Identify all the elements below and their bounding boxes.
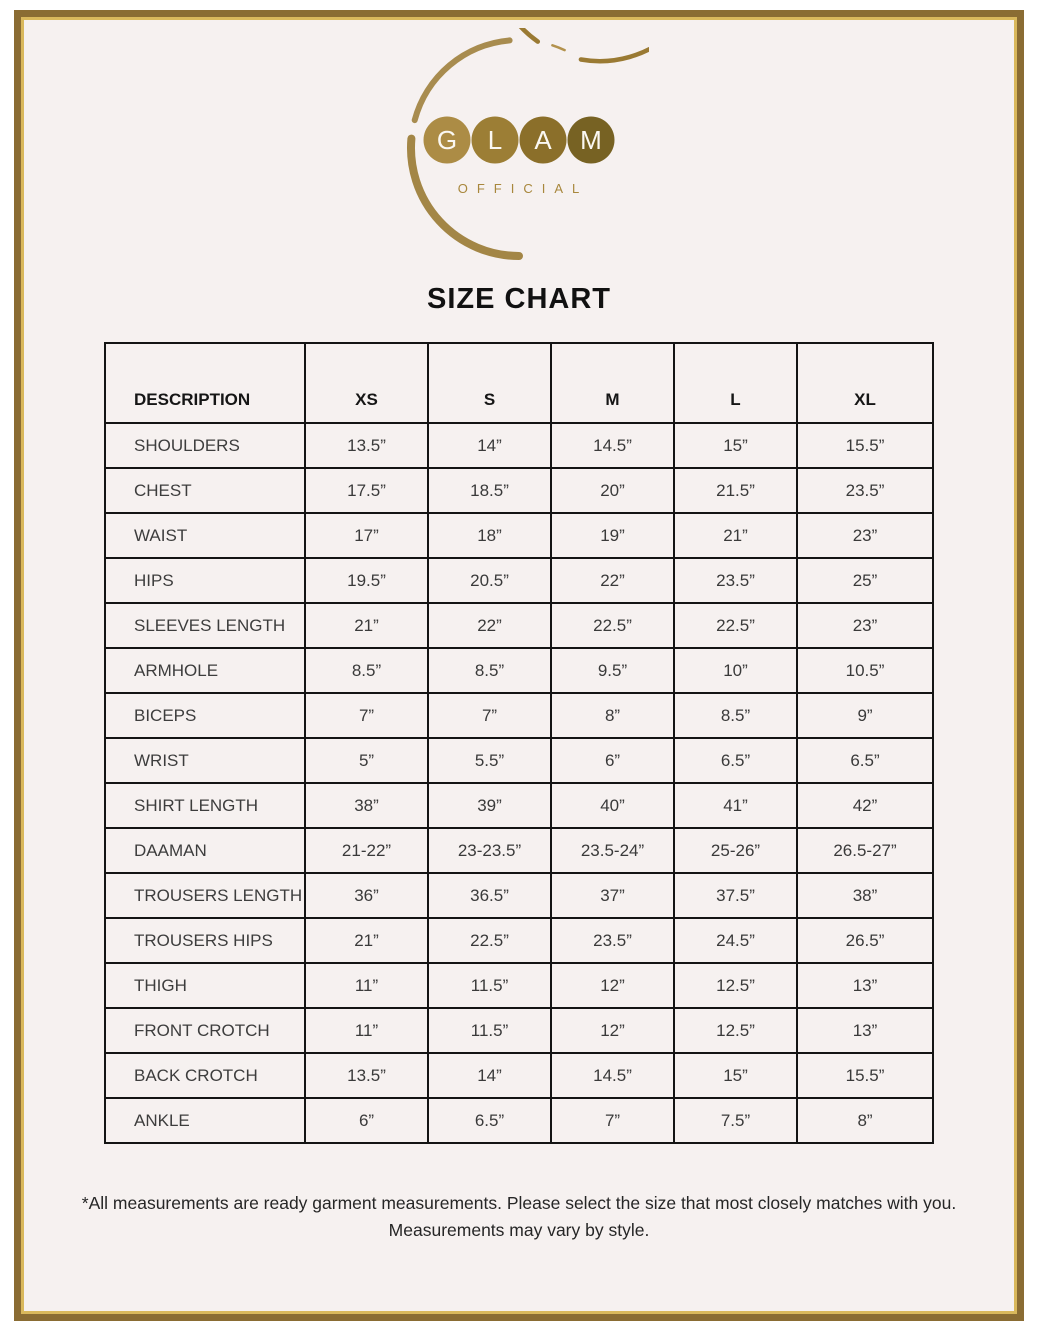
gold-frame bbox=[14, 10, 1024, 1321]
table-cell: 7” bbox=[428, 693, 551, 738]
column-header-xs: XS bbox=[305, 343, 428, 423]
table-cell: 8.5” bbox=[428, 648, 551, 693]
table-row bbox=[105, 738, 933, 783]
table-row bbox=[105, 918, 933, 963]
table-cell: 23.5” bbox=[797, 468, 933, 513]
row-label: THIGH bbox=[105, 963, 305, 1008]
table-cell: 21” bbox=[305, 918, 428, 963]
table-cell: 13.5” bbox=[305, 423, 428, 468]
row-label: DAAMAN bbox=[105, 828, 305, 873]
table-cell: 22” bbox=[551, 558, 674, 603]
table-row bbox=[105, 513, 933, 558]
table-cell: 8” bbox=[797, 1098, 933, 1143]
table-cell: 18” bbox=[428, 513, 551, 558]
table-cell: 7” bbox=[551, 1098, 674, 1143]
table-cell: 13.5” bbox=[305, 1053, 428, 1098]
table-row bbox=[105, 468, 933, 513]
size-chart-header bbox=[105, 343, 933, 423]
table-cell: 5.5” bbox=[428, 738, 551, 783]
table-cell: 14.5” bbox=[551, 1053, 674, 1098]
table-row bbox=[105, 693, 933, 738]
column-header-m: M bbox=[551, 343, 674, 423]
row-label: ANKLE bbox=[105, 1098, 305, 1143]
table-row bbox=[105, 873, 933, 918]
row-label: SHOULDERS bbox=[105, 423, 305, 468]
table-cell: 6.5” bbox=[428, 1098, 551, 1143]
table-cell: 11” bbox=[305, 963, 428, 1008]
table-cell: 21” bbox=[674, 513, 797, 558]
table-row bbox=[105, 963, 933, 1008]
table-cell: 5” bbox=[305, 738, 428, 783]
table-row bbox=[105, 783, 933, 828]
table-cell: 21” bbox=[305, 603, 428, 648]
table-row bbox=[105, 828, 933, 873]
table-row bbox=[105, 1053, 933, 1098]
size-chart-table bbox=[104, 342, 934, 1144]
table-cell: 12.5” bbox=[674, 963, 797, 1008]
table-row bbox=[105, 603, 933, 648]
brand-letter: L bbox=[487, 125, 503, 155]
table-cell: 24.5” bbox=[674, 918, 797, 963]
table-row bbox=[105, 1008, 933, 1053]
table-cell: 19” bbox=[551, 513, 674, 558]
logo-ring-speck-icon bbox=[552, 45, 564, 50]
table-cell: 41” bbox=[674, 783, 797, 828]
table-cell: 23.5” bbox=[551, 918, 674, 963]
table-cell: 36.5” bbox=[428, 873, 551, 918]
table-cell: 8.5” bbox=[674, 693, 797, 738]
table-cell: 20” bbox=[551, 468, 674, 513]
table-row bbox=[105, 423, 933, 468]
table-cell: 38” bbox=[305, 783, 428, 828]
table-cell: 11.5” bbox=[428, 1008, 551, 1053]
table-cell: 14” bbox=[428, 1053, 551, 1098]
footnote-line-2: Measurements may vary by style. bbox=[388, 1220, 650, 1241]
brand-letter: A bbox=[534, 125, 552, 155]
table-cell: 7” bbox=[305, 693, 428, 738]
brand-logo bbox=[389, 28, 649, 285]
row-label: BACK CROTCH bbox=[105, 1053, 305, 1098]
table-row bbox=[105, 558, 933, 603]
row-label: TROUSERS HIPS bbox=[105, 918, 305, 963]
row-label: WRIST bbox=[105, 738, 305, 783]
table-cell: 23-23.5” bbox=[428, 828, 551, 873]
row-label: CHEST bbox=[105, 468, 305, 513]
table-cell: 18.5” bbox=[428, 468, 551, 513]
table-cell: 7.5” bbox=[674, 1098, 797, 1143]
column-header-xl: XL bbox=[797, 343, 933, 423]
column-header-s: S bbox=[428, 343, 551, 423]
table-cell: 12” bbox=[551, 1008, 674, 1053]
table-cell: 12.5” bbox=[674, 1008, 797, 1053]
table-cell: 17.5” bbox=[305, 468, 428, 513]
row-label: TROUSERS LENGTH bbox=[105, 873, 305, 918]
table-cell: 37.5” bbox=[674, 873, 797, 918]
table-cell: 15.5” bbox=[797, 423, 933, 468]
column-header-l: L bbox=[674, 343, 797, 423]
brand-letter: G bbox=[436, 125, 458, 155]
row-label: FRONT CROTCH bbox=[105, 1008, 305, 1053]
table-cell: 12” bbox=[551, 963, 674, 1008]
table-cell: 6.5” bbox=[674, 738, 797, 783]
table-cell: 19.5” bbox=[305, 558, 428, 603]
table-cell: 22.5” bbox=[551, 603, 674, 648]
size-chart-body bbox=[105, 423, 933, 1143]
table-cell: 11” bbox=[305, 1008, 428, 1053]
table-cell: 23” bbox=[797, 603, 933, 648]
table-cell: 8” bbox=[551, 693, 674, 738]
row-label: BICEPS bbox=[105, 693, 305, 738]
table-cell: 6” bbox=[551, 738, 674, 783]
row-label: HIPS bbox=[105, 558, 305, 603]
table-cell: 10.5” bbox=[797, 648, 933, 693]
row-label: WAIST bbox=[105, 513, 305, 558]
table-cell: 23” bbox=[797, 513, 933, 558]
table-cell: 21-22” bbox=[305, 828, 428, 873]
footnote bbox=[24, 1190, 1014, 1244]
table-cell: 9.5” bbox=[551, 648, 674, 693]
table-cell: 8.5” bbox=[305, 648, 428, 693]
column-header-description: DESCRIPTION bbox=[105, 343, 305, 423]
table-cell: 14” bbox=[428, 423, 551, 468]
table-cell: 22” bbox=[428, 603, 551, 648]
table-cell: 37” bbox=[551, 873, 674, 918]
table-cell: 25-26” bbox=[674, 828, 797, 873]
table-cell: 17” bbox=[305, 513, 428, 558]
table-row bbox=[105, 1098, 933, 1143]
table-cell: 11.5” bbox=[428, 963, 551, 1008]
table-cell: 6.5” bbox=[797, 738, 933, 783]
table-cell: 21.5” bbox=[674, 468, 797, 513]
table-cell: 15” bbox=[674, 423, 797, 468]
table-cell: 39” bbox=[428, 783, 551, 828]
table-cell: 26.5-27” bbox=[797, 828, 933, 873]
table-cell: 13” bbox=[797, 963, 933, 1008]
page-content bbox=[21, 17, 1017, 1314]
header-row bbox=[105, 343, 933, 423]
table-cell: 15” bbox=[674, 1053, 797, 1098]
table-cell: 10” bbox=[674, 648, 797, 693]
table-cell: 23.5” bbox=[674, 558, 797, 603]
logo-ring-brush2-icon bbox=[415, 40, 510, 120]
table-cell: 22.5” bbox=[674, 603, 797, 648]
row-label: SHIRT LENGTH bbox=[105, 783, 305, 828]
table-row bbox=[105, 648, 933, 693]
glam-logo-icon bbox=[389, 28, 649, 280]
table-cell: 36” bbox=[305, 873, 428, 918]
table-cell: 6” bbox=[305, 1098, 428, 1143]
logo-ring-icon bbox=[492, 28, 649, 61]
brand-subtitle: OFFICIAL bbox=[457, 181, 589, 196]
table-cell: 25” bbox=[797, 558, 933, 603]
page-title: SIZE CHART bbox=[427, 283, 611, 315]
table-cell: 26.5” bbox=[797, 918, 933, 963]
table-cell: 13” bbox=[797, 1008, 933, 1053]
row-label: SLEEVES LENGTH bbox=[105, 603, 305, 648]
row-label: ARMHOLE bbox=[105, 648, 305, 693]
brand-letter: M bbox=[580, 125, 602, 155]
table-cell: 42” bbox=[797, 783, 933, 828]
table-cell: 38” bbox=[797, 873, 933, 918]
table-cell: 22.5” bbox=[428, 918, 551, 963]
table-cell: 40” bbox=[551, 783, 674, 828]
table-cell: 15.5” bbox=[797, 1053, 933, 1098]
table-cell: 20.5” bbox=[428, 558, 551, 603]
table-cell: 14.5” bbox=[551, 423, 674, 468]
footnote-line-1: *All measurements are ready garment measurements. Please select the size that most closely matches with you. bbox=[81, 1193, 957, 1213]
table-cell: 9” bbox=[797, 693, 933, 738]
table-cell: 23.5-24” bbox=[551, 828, 674, 873]
